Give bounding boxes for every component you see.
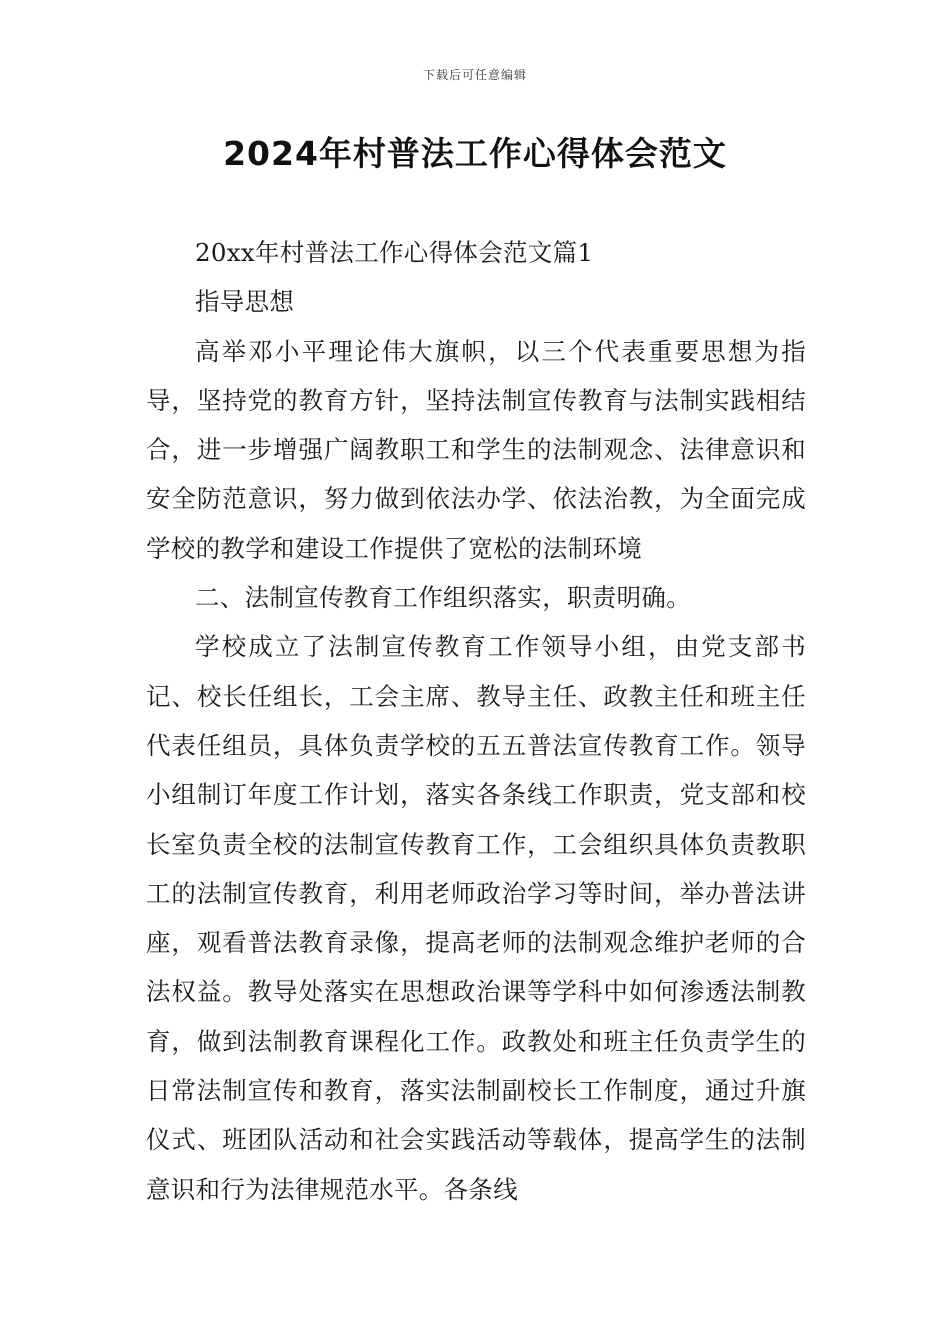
body-paragraph: 高举邓小平理论伟大旗帜，以三个代表重要思想为指导，坚持党的教育方针，坚持法制宣传教育与法制实践相结合，进一步增强广阔教职工和学生的法制观念、法律意识和安全防范意识，努力做到依法办学、依法治教，为全面完成学校的教学和建设工作提供了宽松的法制环境 (146, 336, 806, 563)
body-paragraph: 学校成立了法制宣传教育工作领导小组，由党支部书记、校长任组长，工会主席、教导主任、政教主任和班主任代表任组员，具体负责学校的五五普法宣传教育工作。领导小组制订年度工作计划，落实各条线工作职责，党支部和校长室负责全校的法制宣传教育工作，工会组织具体负责教职工的法制宣传教育，利用老师政治学习等时间，举办普法讲座，观看普法教育录像，提高老师的法制观念维护老师的合法权益。教导处落实在思想政治课等学科中如何渗透法制教育，做到法制教育课程化工作。政教处和班主任负责学生的日常法制宣传和教育，落实法制副校长工作制度，通过升旗仪式、班团队活动和社会实践活动等载体，提高学生的法制意识和行为法律规范水平。各条线 (146, 632, 806, 1204)
subheading: 二、法制宣传教育工作组织落实，职责明确。 (195, 583, 691, 613)
section-heading: 20xx年村普法工作心得体会范文篇1 (195, 238, 594, 267)
document-body (146, 228, 806, 1214)
subheading: 指导思想 (195, 287, 295, 317)
header-note: 下载后可任意编辑 (422, 68, 527, 82)
document-title: 2024年村普法工作心得体会范文 (223, 134, 727, 173)
